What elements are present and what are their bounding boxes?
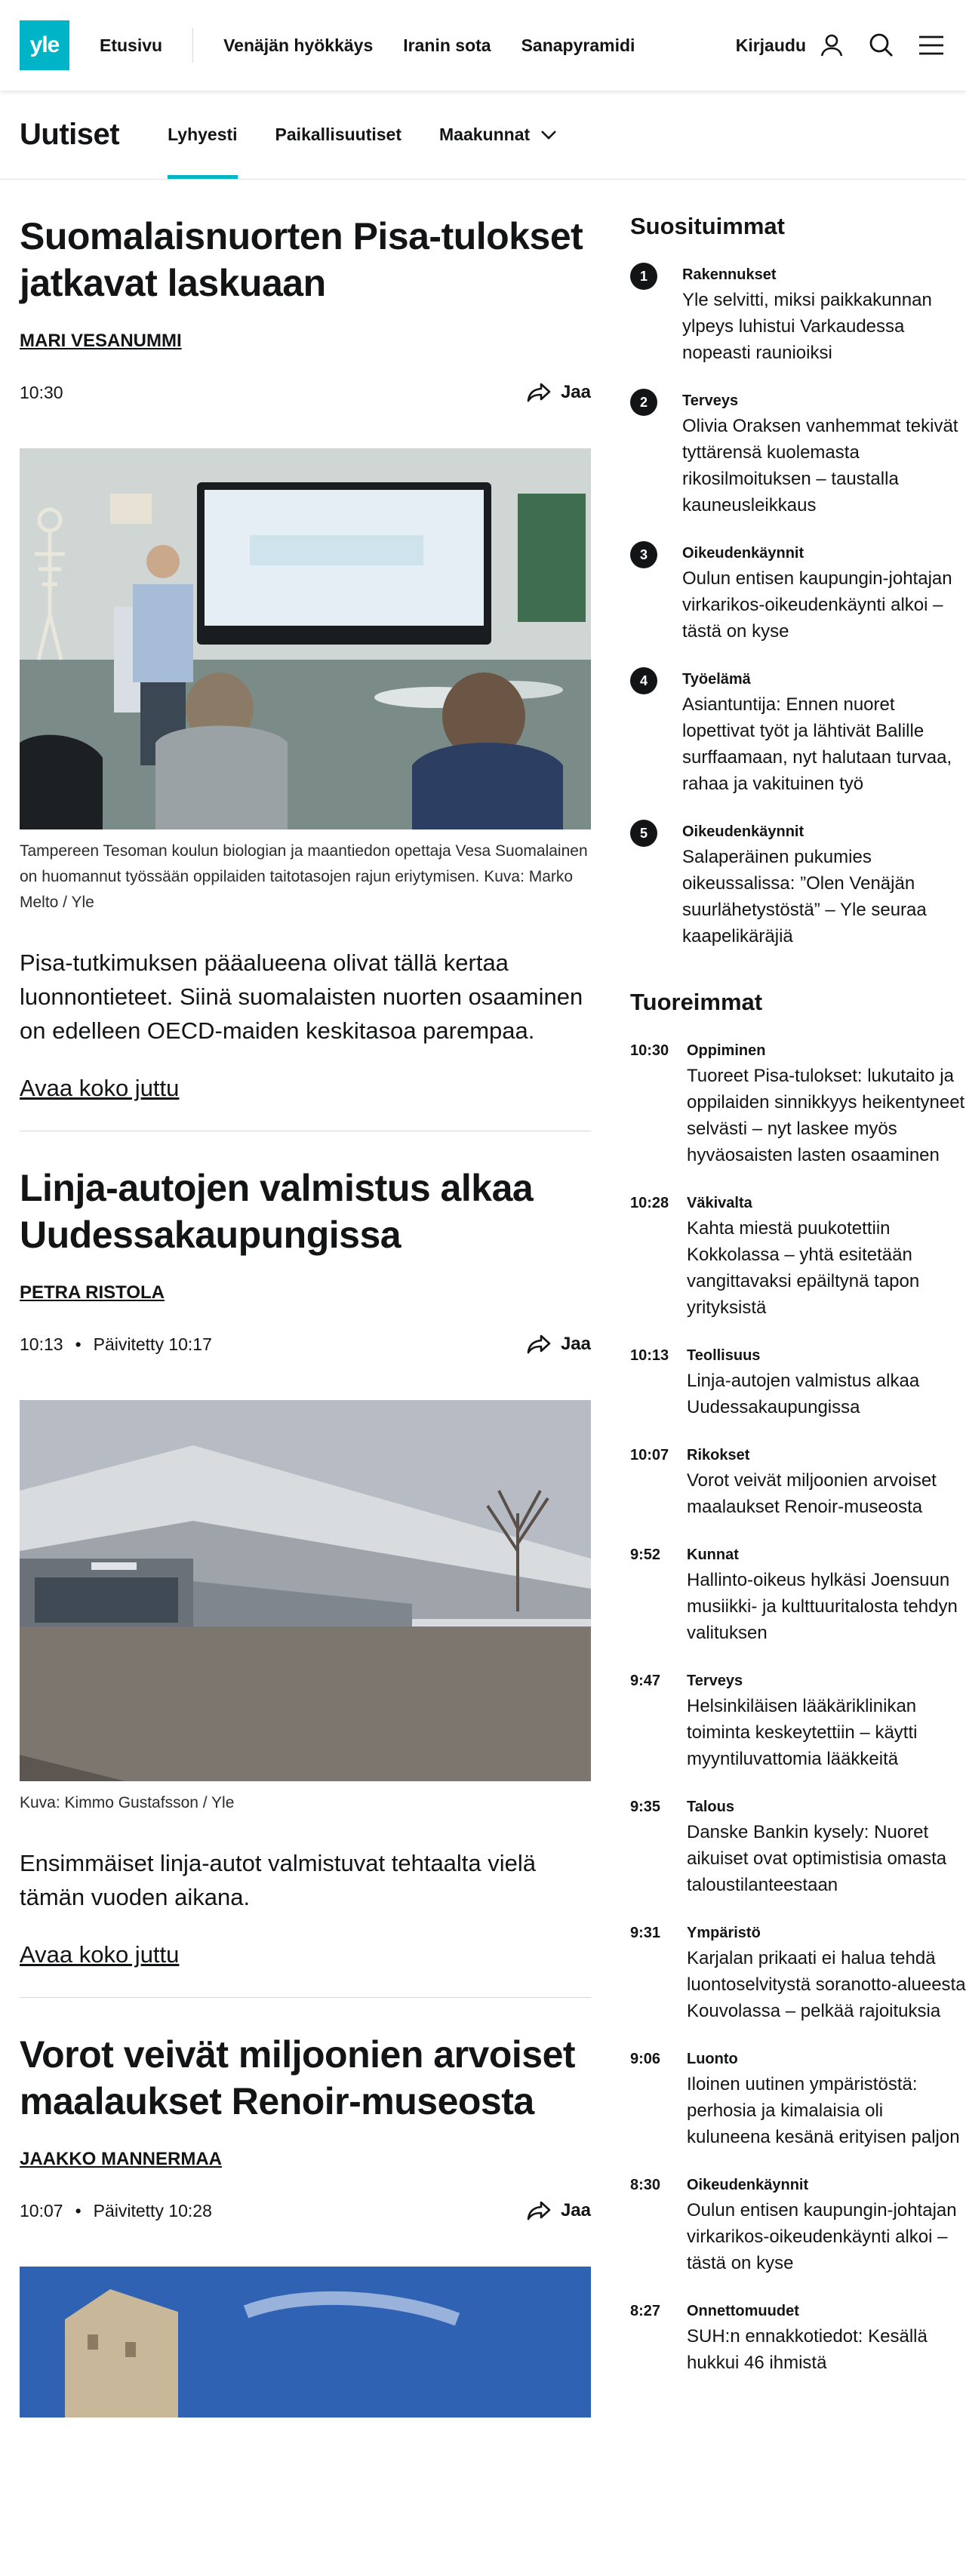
yle-logo[interactable]: [20, 20, 69, 70]
latest-item[interactable]: [630, 1443, 966, 1520]
latest-item[interactable]: [630, 2047, 966, 2150]
item-time: 10:13: [630, 1347, 669, 1364]
section-tabs: [168, 91, 557, 179]
article-time: 10:07: [20, 2200, 63, 2221]
popular-item[interactable]: [630, 820, 966, 949]
logo-text: yle: [29, 32, 60, 57]
article-title[interactable]: Suomalaisnuorten Pisa-tulokset jatkavat laskuaan: [20, 215, 583, 304]
meta-separator: •: [75, 1334, 82, 1354]
tab-label: Paikallisuutiset: [275, 125, 402, 144]
article-title[interactable]: Linja-autojen valmistus alkaa Uudessakaupungissa: [20, 1167, 534, 1256]
rank-badge: 4: [630, 667, 657, 694]
item-time: 10:30: [630, 1042, 669, 1059]
login-button[interactable]: [736, 30, 847, 60]
article-meta: [20, 2197, 591, 2224]
share-icon: [526, 2200, 552, 2221]
nav-link-iranin-sota[interactable]: Iranin sota: [403, 35, 491, 55]
tab-maakunnat[interactable]: [439, 91, 557, 179]
item-time: 10:28: [630, 1195, 669, 1211]
factory-photo[interactable]: [20, 1400, 591, 1781]
login-label: Kirjaudu: [735, 35, 806, 55]
search-icon[interactable]: [866, 30, 897, 60]
popular-item[interactable]: [630, 389, 966, 519]
share-button[interactable]: [526, 2200, 591, 2221]
chevron-down-icon: [540, 125, 557, 145]
article-card: [20, 180, 591, 1131]
popular-item[interactable]: [630, 667, 966, 797]
nav-link-sanapyramidi[interactable]: Sanapyramidi: [521, 35, 635, 55]
article-time: 10:13: [20, 1334, 63, 1354]
article-card: [20, 1998, 591, 2446]
item-category: Ympäristö: [687, 1925, 761, 1941]
museo-photo[interactable]: [20, 2267, 591, 2418]
menu-icon[interactable]: [916, 30, 946, 60]
latest-item[interactable]: [630, 1191, 966, 1321]
article-feed: [20, 180, 591, 2446]
item-time: 10:07: [630, 1447, 669, 1463]
item-headline[interactable]: Vorot veivät miljoonien arvoiset maalaukset Renoir-museosta: [687, 1470, 937, 1517]
item-headline[interactable]: Yle selvitti, miksi paikkakunnan ylpeys luhistui Varkaudessa nopeasti raunioiksi: [682, 290, 932, 363]
latest-heading: Tuoreimmat: [630, 989, 763, 1015]
sidebar: [630, 180, 966, 2446]
item-category: Oikeudenkäynnit: [682, 545, 804, 562]
item-category: Oikeudenkäynnit: [687, 2177, 809, 2193]
item-headline[interactable]: Helsinkiläisen lääkäriklinikan toiminta keskeytettiin – käytti myyntiluvattomia lääkkeitä: [687, 1696, 918, 1769]
item-headline[interactable]: Linja-autojen valmistus alkaa Uudessakaupungissa: [687, 1371, 920, 1417]
tab-label: Lyhyesti: [168, 125, 238, 144]
image-caption: Kuva: Kimmo Gustafsson / Yle: [20, 1794, 235, 1811]
article-lead: Ensimmäiset linja-autot valmistuvat tehtaalta vielä tämän vuoden aikana.: [20, 1850, 537, 1910]
section-bar: [0, 91, 966, 180]
latest-item[interactable]: [630, 1921, 966, 2024]
section-title[interactable]: Uutiset: [20, 118, 120, 151]
latest-item[interactable]: [630, 1343, 966, 1420]
article-updated: Päivitetty 10:17: [93, 1334, 212, 1354]
tab-lyhyesti[interactable]: [168, 91, 237, 179]
latest-list: [630, 1039, 966, 2376]
item-category: Oikeudenkäynnit: [682, 823, 804, 840]
item-category: Oppiminen: [687, 1042, 766, 1059]
nav-links: [223, 35, 635, 56]
item-category: Rakennukset: [682, 266, 777, 283]
article-title[interactable]: Vorot veivät miljoonien arvoiset maalaukset Renoir-museosta: [20, 2033, 576, 2122]
article-updated: Päivitetty 10:28: [93, 2200, 212, 2221]
image-caption: Tampereen Tesoman koulun biologian ja maantiedon opettaja Vesa Suomalainen on huomannut työssään oppilaiden taitotasojen rajun eriytymisen. Kuva: Marko Melto / Yle: [20, 842, 588, 911]
item-headline[interactable]: Iloinen uutinen ympäristöstä: perhosia ja kimalaisia oli kuluneena kesänä erityisen paljon: [687, 2074, 960, 2147]
top-right-actions: [736, 30, 946, 60]
share-button[interactable]: [526, 1334, 591, 1355]
item-category: Rikokset: [687, 1447, 750, 1463]
tab-label: Maakunnat: [439, 125, 531, 144]
article-meta: [20, 379, 591, 406]
top-navigation: [0, 0, 966, 91]
item-time: 8:27: [630, 2303, 661, 2319]
nav-home-link[interactable]: Etusivu: [100, 35, 163, 55]
article-time: 10:30: [20, 382, 63, 402]
item-time: 9:35: [630, 1799, 661, 1815]
item-category: Teollisuus: [687, 1347, 761, 1364]
share-label: Jaa: [560, 382, 591, 402]
item-headline[interactable]: Asiantuntija: Ennen nuoret lopettivat työt ja lähtivät Balille surffaamaan, nyt halutaan turvaa, rahaa ja vakituinen työ: [682, 694, 952, 794]
item-headline[interactable]: SUH:n ennakkotiedot: Kesällä hukkui 46 ihmistä: [687, 2326, 928, 2373]
latest-item[interactable]: [630, 1543, 966, 1646]
article-lead: Pisa-tutkimuksen pääalueena olivat tällä kertaa luonnontieteet. Siinä suomalaisten nuorten osaaminen on edelleen OECD-maiden keskitasoa parempaa.: [20, 949, 583, 1044]
share-button[interactable]: [526, 382, 591, 403]
popular-list: [630, 263, 966, 949]
nav-link-venajan-hyokkays[interactable]: Venäjän hyökkäys: [223, 35, 374, 55]
share-label: Jaa: [560, 1334, 591, 1354]
rank-badge: 2: [630, 389, 657, 416]
item-category: Väkivalta: [687, 1195, 752, 1211]
popular-heading: Suosituimmat: [630, 213, 785, 239]
user-icon: [817, 30, 847, 60]
item-category: Talous: [687, 1799, 734, 1815]
latest-item[interactable]: [630, 2299, 966, 2376]
item-time: 9:52: [630, 1547, 661, 1563]
item-category: Onnettomuudet: [687, 2303, 799, 2319]
item-headline[interactable]: Tuoreet Pisa-tulokset: lukutaito ja oppilaiden sinnikkyys heikentyneet selvästi – nyt laskee myös hyväosaisten lasten osaaminen: [687, 1066, 965, 1165]
item-time: 9:06: [630, 2051, 661, 2067]
item-headline[interactable]: Salaperäinen pukumies oikeussalissa: ”Olen Venäjän suurlähetystöstä” – Yle seuraa kaapelikäräjiä: [682, 847, 927, 946]
classroom-photo[interactable]: [20, 448, 591, 829]
article-card: [20, 1131, 591, 1998]
article-author[interactable]: MARI VESANUMMI: [20, 331, 182, 351]
meta-separator: •: [75, 2200, 82, 2221]
latest-item[interactable]: [630, 1669, 966, 1772]
popular-item[interactable]: [630, 541, 966, 645]
item-headline[interactable]: Hallinto-oikeus hylkäsi Joensuun musiikki- ja kulttuuritalosta tehdyn valituksen: [687, 1570, 958, 1643]
rank-badge: 3: [630, 541, 657, 568]
share-icon: [526, 382, 552, 403]
popular-item[interactable]: [630, 263, 966, 366]
article-meta: [20, 1331, 591, 1358]
item-headline[interactable]: Olivia Oraksen vanhemmat tekivät tyttärensä kuolemasta rikosilmoituksen – taustalla kauneusleikkaus: [682, 416, 958, 516]
item-headline[interactable]: Kahta miestä puukotettiin Kokkolassa – yhtä esitetään vangittavaksi epäiltynä tapon yrityksistä: [687, 1218, 920, 1318]
item-time: 9:47: [630, 1673, 661, 1689]
page-content: [0, 180, 966, 2446]
article-author[interactable]: JAAKKO MANNERMAA: [20, 2149, 222, 2169]
read-more-link[interactable]: Avaa koko juttu: [20, 1075, 180, 1101]
article-author[interactable]: PETRA RISTOLA: [20, 1282, 165, 1303]
item-category: Terveys: [687, 1673, 743, 1689]
item-category: Kunnat: [687, 1547, 739, 1563]
item-category: Työelämä: [682, 671, 751, 688]
item-headline[interactable]: Danske Bankin kysely: Nuoret aikuiset ovat optimistisia omasta taloustilanteestaan: [687, 1822, 947, 1895]
latest-item[interactable]: [630, 2173, 966, 2276]
item-time: 9:31: [630, 1925, 661, 1941]
read-more-link[interactable]: Avaa koko juttu: [20, 1941, 180, 1968]
share-label: Jaa: [560, 2200, 591, 2221]
latest-item[interactable]: [630, 1795, 966, 1898]
item-category: Luonto: [687, 2051, 738, 2067]
share-icon: [526, 1334, 552, 1355]
nav-divider: [192, 28, 193, 63]
rank-badge: 5: [630, 820, 657, 847]
tab-paikallisuutiset[interactable]: [275, 91, 401, 179]
item-headline[interactable]: Oulun entisen kaupungin-johtajan virkarikos-oikeudenkäynti alkoi – tästä on kyse: [687, 2200, 957, 2273]
item-headline[interactable]: Oulun entisen kaupungin-johtajan virkarikos-oikeudenkäynti alkoi – tästä on kyse: [682, 568, 952, 642]
item-category: Terveys: [682, 392, 739, 409]
item-headline[interactable]: Karjalan prikaati ei halua tehdä luontoselvitystä soranotto-alueesta Kouvolassa – pelkää rajoituksia: [687, 1948, 966, 2021]
latest-item[interactable]: [630, 1039, 966, 1168]
item-time: 8:30: [630, 2177, 661, 2193]
rank-badge: 1: [630, 263, 657, 290]
